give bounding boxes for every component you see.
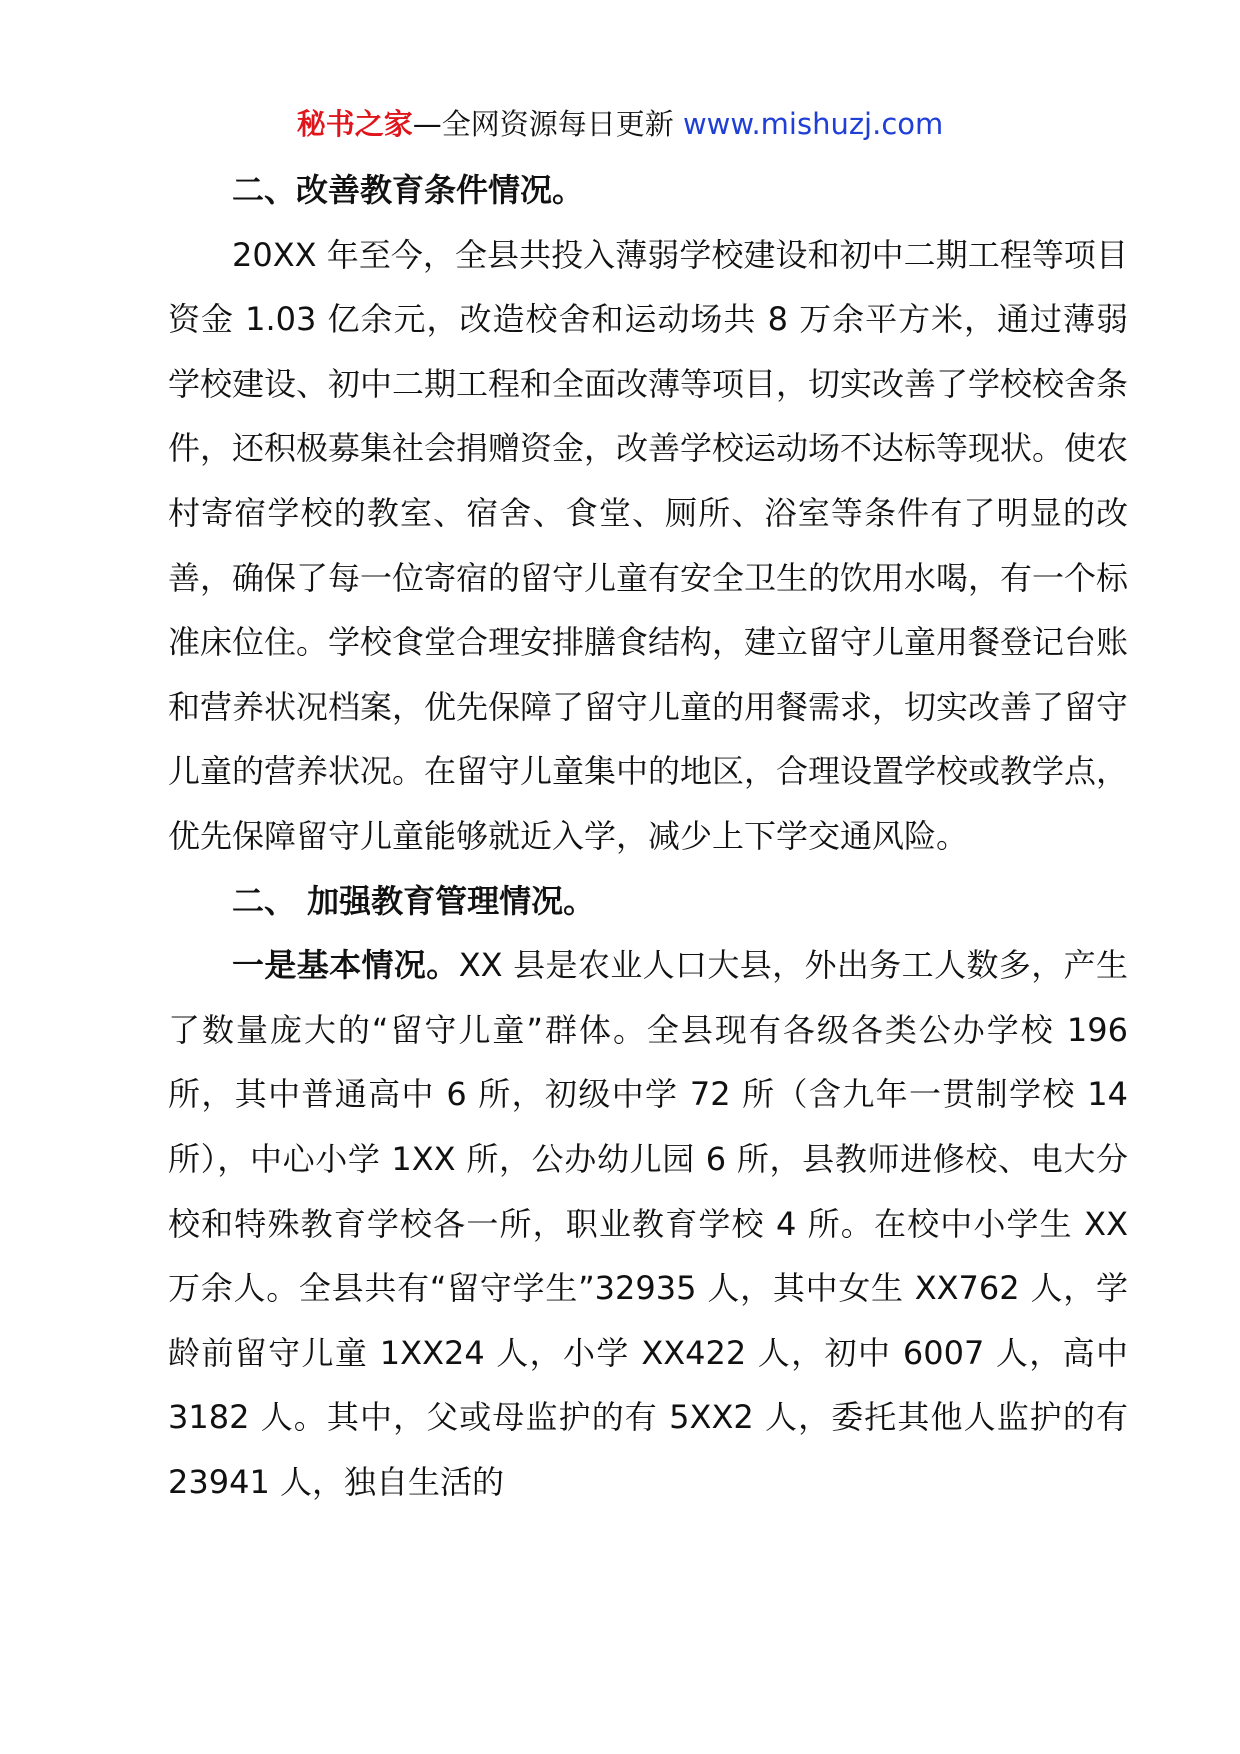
section-heading-strengthen-management: 二、 加强教育管理情况。 (232, 881, 596, 920)
brand-name: 秘书之家 (296, 107, 413, 141)
paragraph-basic-situation-text: XX 县是农业人口大县，外出务工人数多，产生了数量庞大的“留守儿童”群体。全县现有各级各类公办学校 196 所，其中普通高中 6 所，初级中学 72 所（含九年一贯制学校 14 所），中心小学 1XX 所，公办幼儿园 6 所，县教师进修校、电大分校和特殊教育学校各一所，职业教育学校 4 所。在校中小学生 XX 万余人。全县共有“留守学生”32935 人，其中女生 XX762 人，学龄前留守儿童 1XX24 人，小学 XX422 人，初中 6007 人，高中 3182 人。其中，父或母监护的有 5XX2 人，委托其他人监护的有 23941 人，独自生活的 (168, 946, 1128, 1501)
paragraph-lead: 一是基本情况。 (232, 946, 459, 985)
header-tagline: —全网资源每日更新 (412, 107, 683, 141)
section-heading-improve-conditions: 二、改善教育条件情况。 (232, 171, 585, 209)
site-url-link[interactable]: www.mishuzj.com (682, 107, 944, 141)
site-header (0, 100, 1240, 148)
paragraph-improve-conditions: 20XX 年至今，全县共投入薄弱学校建设和初中二期工程等项目资金 1.03 亿余元，改造校舍和运动场共 8 万余平方米，通过薄弱学校建设、初中二期工程和全面改薄等项目，切实改善了学校校舍条件，还积极募集社会捐赠资金，改善学校运动场不达标等现状。使农村寄宿学校的教室、宿舍、食堂、厕所、浴室等条件有了明显的改善，确保了每一位寄宿的留守儿童有安全卫生的饮用水喝，有一个标准床位住。学校食堂合理安排膳食结构，建立留守儿童用餐登记台账和营养状况档案，优先保障了留守儿童的用餐需求，切实改善了留守儿童的营养状况。在留守儿童集中的地区，合理设置学校或教学点，优先保障留守儿童能够就近入学，减少上下学交通风险。 (168, 235, 1129, 855)
paragraph-basic-situation (168, 933, 1128, 1514)
document-body (168, 158, 1128, 1514)
